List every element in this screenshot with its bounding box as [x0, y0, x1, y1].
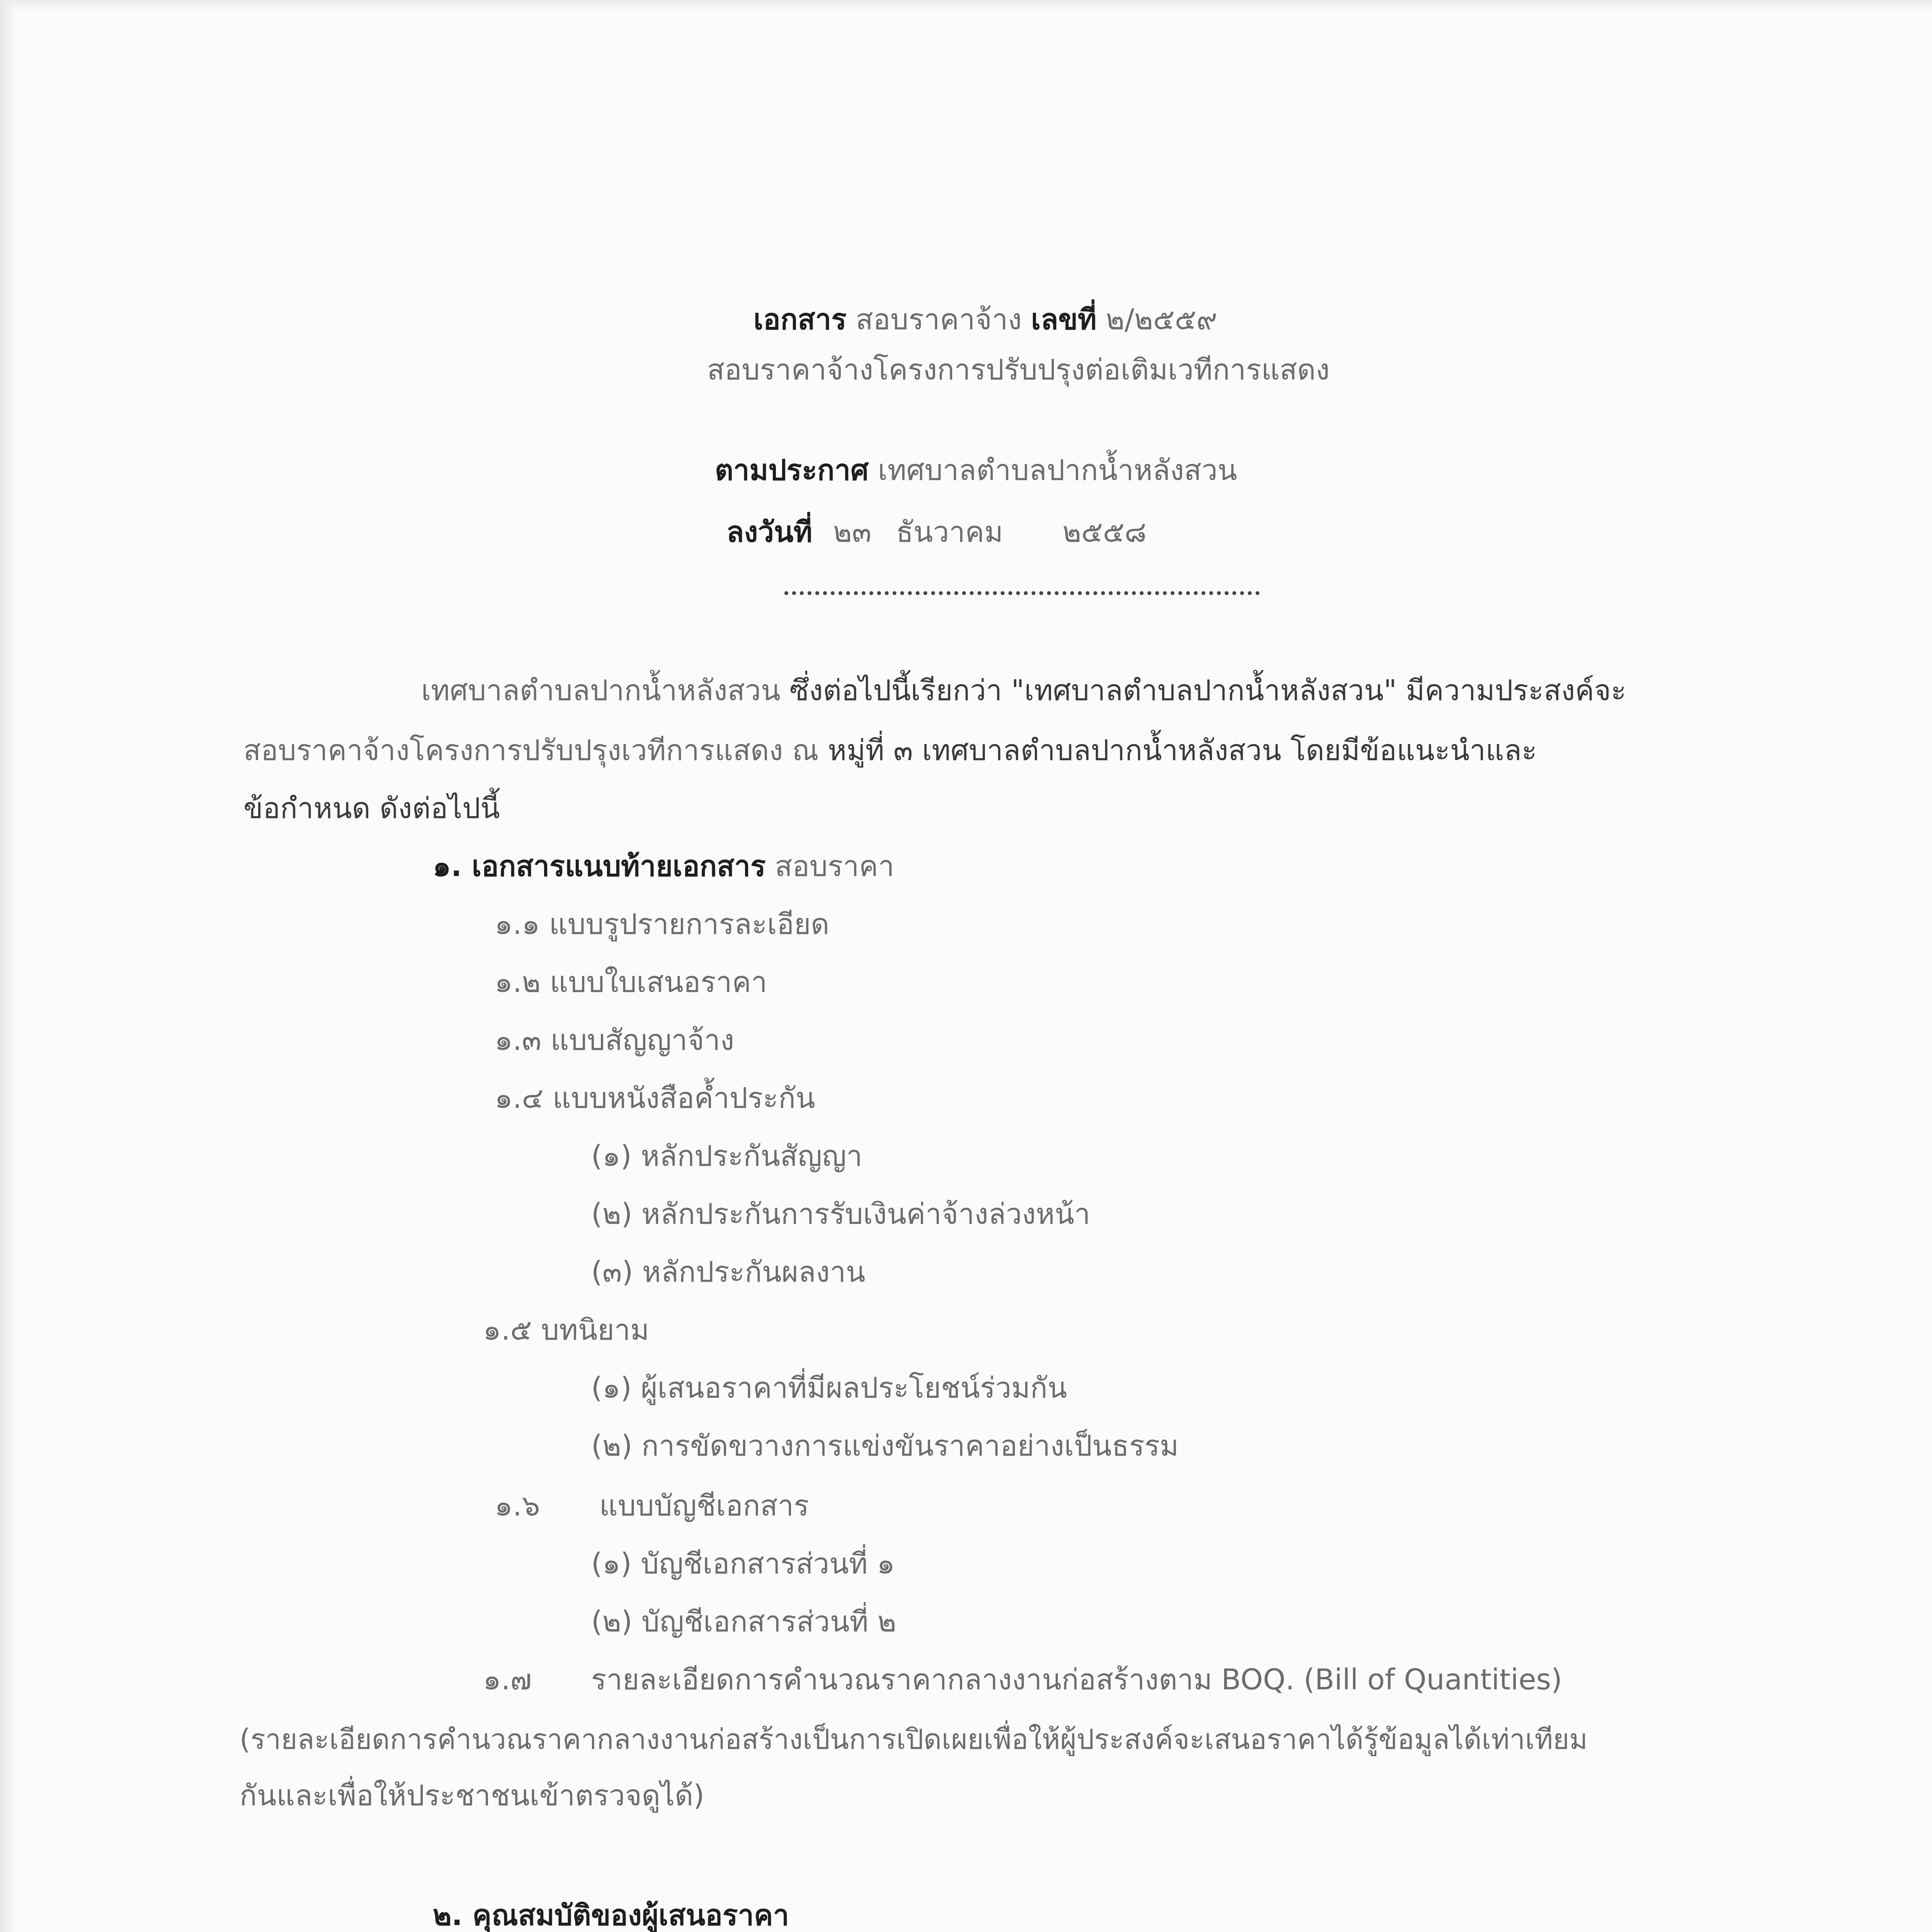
doc-title-word: เอกสาร: [753, 303, 847, 336]
section-1-title-tail: สอบราคา: [775, 850, 895, 883]
intro-text-1: ซึ่งต่อไปนี้เรียกว่า "เทศบาลตำบลปากน้ำหลังสวน" มีความประสงค์จะ: [789, 674, 1626, 707]
intro-line-1: [421, 676, 1626, 705]
date-month: ธันวาคม: [896, 515, 1003, 549]
item-1-5-2: (๒) การขัดขวางการแข่งขันราคาอย่างเป็นธรรม: [591, 1429, 1179, 1463]
date-label: ลงวันที่: [726, 515, 813, 549]
intro-location: หมู่ที่ ๓ เทศบาลตำบลปากน้ำหลังสวน: [828, 734, 1282, 767]
doc-title: [753, 305, 1217, 334]
item-1-6-number: ๑.๖: [495, 1489, 540, 1522]
doc-type: สอบราคาจ้าง: [855, 303, 1022, 336]
intro-authority: เทศบาลตำบลปากน้ำหลังสวน: [421, 674, 781, 707]
date-line: [726, 515, 1147, 549]
item-1-7-label: รายละเอียดการคำนวณราคากลางงานก่อสร้างตาม BOQ. (Bill of Quantities): [591, 1663, 1562, 1696]
item-1-6-2: (๒) บัญชีเอกสารส่วนที่ ๒: [591, 1605, 896, 1638]
item-1-3: ๑.๓ แบบสัญญาจ้าง: [495, 1024, 735, 1057]
item-1-1: ๑.๑ แบบรูปรายการละเอียด: [495, 908, 830, 941]
item-1-6: [495, 1489, 809, 1522]
section-1-heading: [433, 852, 894, 881]
intro-text-2: โดยมีข้อแนะนำและ: [1290, 734, 1537, 767]
doc-subtitle: สอบราคาจ้างโครงการปรับปรุงต่อเติมเวทีการแสดง: [707, 353, 1330, 386]
item-1-4: ๑.๔ แบบหนังสือค้ำประกัน: [495, 1082, 815, 1115]
boq-note-line-1: (รายละเอียดการคำนวณราคากลางงานก่อสร้างเป็นการเปิดเผยเพื่อให้ผู้ประสงค์จะเสนอราคาได้รู้ข้อมูลได้เท่าเทียม: [240, 1723, 1588, 1755]
intro-project: สอบราคาจ้างโครงการปรับปรุงเวทีการแสดง ณ: [243, 734, 819, 767]
scan-edge-shadow: [0, 0, 15, 1932]
section-2-heading: ๒. คุณสมบัติของผู้เสนอราคา: [433, 1899, 789, 1932]
doc-number-label: เลขที่: [1031, 303, 1097, 336]
announcement-line: [715, 456, 1237, 485]
scan-top-edge: [0, 0, 1932, 12]
item-1-5-1: (๑) ผู้เสนอราคาที่มีผลประโยชน์ร่วมกัน: [591, 1371, 1067, 1405]
item-1-6-1: (๑) บัญชีเอกสารส่วนที่ ๑: [591, 1547, 895, 1580]
dotted-separator: [784, 591, 1260, 595]
item-1-5: ๑.๕ บทนิยาม: [483, 1313, 650, 1347]
item-1-2: ๑.๒ แบบใบเสนอราคา: [495, 966, 767, 999]
announcement-label: ตามประกาศ: [715, 454, 869, 487]
section-1-title: ๑. เอกสารแนบท้ายเอกสาร: [433, 850, 766, 883]
date-day: ๒๓: [833, 515, 872, 549]
date-year: ๒๕๕๘: [1062, 515, 1147, 549]
item-1-4-3: (๓) หลักประกันผลงาน: [591, 1255, 866, 1289]
intro-line-2: [243, 736, 1537, 765]
announcing-authority: เทศบาลตำบลปากน้ำหลังสวน: [878, 454, 1237, 487]
item-1-6-label: แบบบัญชีเอกสาร: [599, 1489, 809, 1522]
boq-note-line-2: กันและเพื่อให้ประชาชนเข้าตรวจดูได้): [240, 1779, 705, 1812]
item-1-4-1: (๑) หลักประกันสัญญา: [591, 1139, 862, 1173]
intro-line-3: ข้อกำหนด ดังต่อไปนี้: [243, 792, 500, 825]
item-1-7: [483, 1665, 1562, 1694]
item-1-7-number: ๑.๗: [483, 1663, 532, 1696]
item-1-4-2: (๒) หลักประกันการรับเงินค่าจ้างล่วงหน้า: [591, 1197, 1090, 1231]
doc-number: ๒/๒๕๕๙: [1105, 303, 1218, 336]
